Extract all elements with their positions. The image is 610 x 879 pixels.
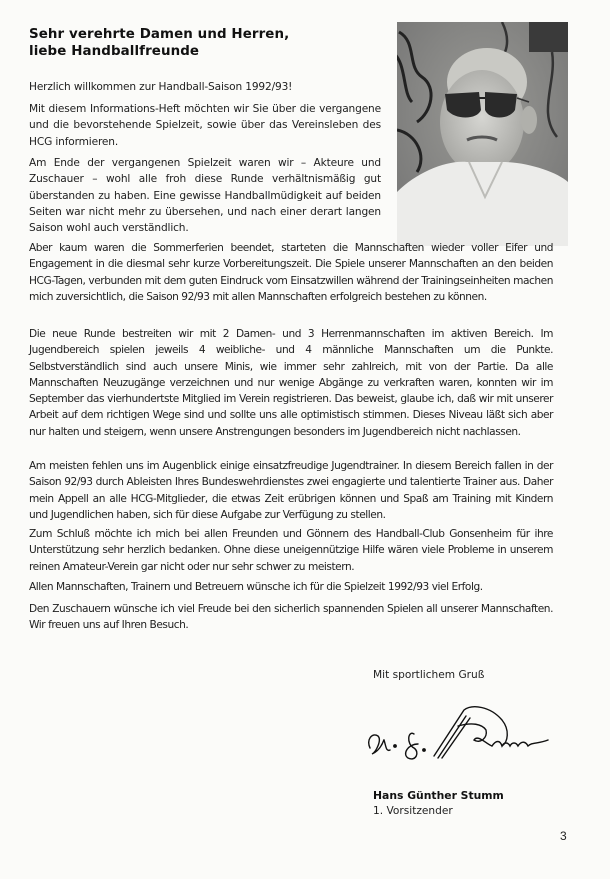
closing-greeting: Mit sportlichem Gruß [373,669,485,681]
paragraph-welcome: Herzlich willkommen zur Handball-Saison 1992/93! [29,81,293,93]
paragraph-intro: Mit diesem Informations-Heft möchten wir Sie über die vergangene und die bevorstehende Spielzeit, sowie über das Vereinsleben des HCG informieren. [29,103,381,148]
paragraph-last-season: Am Ende der vergangenen Spielzeit waren wir – Akteure und Zuschauer – wohl alle froh diese Runde verhältnismäßig gut überstanden zu haben. Eine gewisse Handballmüdigkeit auf beiden Seiten war nicht mehr zu übersehen, und nach einer derart langen Saison wohl auch verständlich. [29,157,381,235]
portrait-photo [397,22,568,246]
title-line-2: liebe Handballfreunde [29,44,200,59]
paragraph-spectators: Den Zuschauern wünsche ich viel Freude bei den sicherlich spannenden Spielen all unserer Mannschaften. Wir freuen uns auf Ihren Besuch. [29,603,553,632]
signer-name: Hans Günther Stumm [373,789,504,802]
paragraph-trainers: Am meisten fehlen uns im Augenblick einige einsatzfreudige Jugendtrainer. In diesem Bereich fallen in der Saison 92/93 durch Ableisten Ihres Bundeswehrdienstes zwei engagierte und talentierte Trainer aus. Daher mein Appell an alle HCG-Mitglieder, die etwas Zeit erübrigen können und Spaß am Training mit Kindern und Jugendlichen haben, sich für diese Aufgabe zur Verfügung zu stellen. [29,460,553,521]
signature-icon [362,700,588,766]
signer-role: 1. Vorsitzender [373,805,453,817]
title-line-1: Sehr verehrte Damen und Herren, [29,27,290,42]
portrait-image-icon [397,22,568,246]
page-title [29,26,389,60]
paragraph-preparation: Aber kaum waren die Sommerferien beendet, starteten die Mannschaften wieder voller Eifer und Engagement in die diesmal sehr kurze Vorbereitungszeit. Die Spiele unserer Mannschaften an den beiden HCG-Tagen, verbunden mit dem guten Eindruck vom Einsatzwillen während der Trainingseinheiten machen mich zuversichtlich, die Saison 92/93 mit allen Mannschaften erfolgreich bestehen zu können. [29,242,553,303]
paragraph-success: Allen Mannschaften, Trainern und Betreuern wünsche ich für die Spielzeit 1992/93 viel Erfolg. [29,581,483,593]
paragraph-new-season: Die neue Runde bestreiten wir mit 2 Damen- und 3 Herrenmannschaften im aktiven Bereich. Im Jugendbereich spielen jeweils 4 weibliche- und 4 männliche Mannschaften um die Punkte. Selbstverständlich sind auch unsere Minis, wie immer sehr zahlreich, mit von der Partie. Da alle Mannschaften Neuzugänge verzeichnen und nur wenige Abgänge zu verkraften waren, konnten wir im September das vierhundertste Mitglied im Verein registrieren. Das beweist, glaube ich, daß wir mit unserer Arbeit auf dem richtigen Wege sind und sollte uns alle optimistisch stimmen. Dieses Niveau läßt sich aber nur halten und steigern, wenn unsere Anstrengungen besonders im Jugendbereich nicht nachlassen. [29,328,553,438]
page-number: 3 [560,829,567,843]
paragraph-thanks: Zum Schluß möchte ich mich bei allen Freunden und Gönnern des Handball-Club Gonsenheim für ihre Unterstützung sehr herzlich bedanken. Ohne diese uneigennützige Hilfe wären viele Probleme in unserem reinen Amateur-Verein gar nicht oder nur sehr schwer zu meistern. [29,528,553,573]
